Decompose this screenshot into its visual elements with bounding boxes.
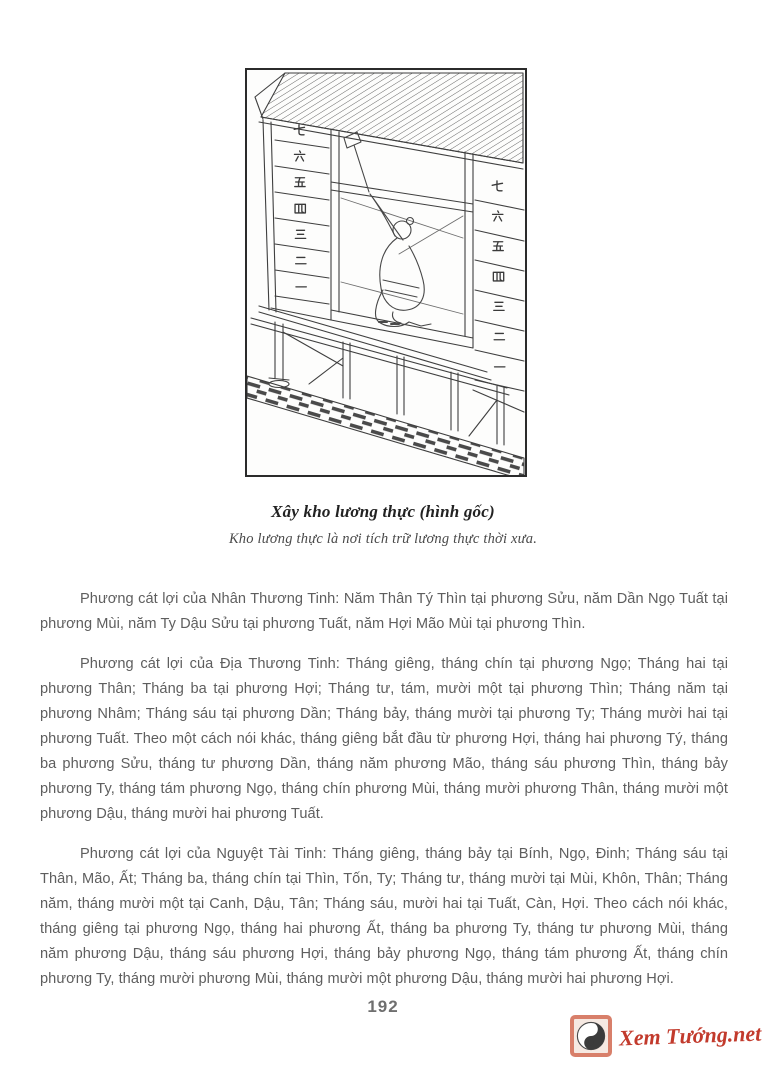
- paragraph-nhan-thuong-tinh: Phương cát lợi của Nhân Thương Tinh: Năm Thân Tý Thìn tại phương Sửu, năm Dần Ngọ Tuất tại phương Mùi, năm Ty Dậu Sửu tại phương Tuất, năm Hợi Mão Mùi tại phương Thìn.: [40, 591, 728, 632]
- yin-yang-icon: [576, 1021, 606, 1051]
- site-logo-watermark: [570, 1010, 761, 1062]
- body-text: [40, 587, 728, 1007]
- granary-illustration: [247, 70, 525, 475]
- figure-frame: [245, 68, 527, 477]
- worker-figure: [344, 132, 431, 327]
- paragraph-nguyet-tai-tinh: Phương cát lợi của Nguyệt Tài Tinh: Tháng giêng, tháng bảy tại Bính, Ngọ, Đinh; Tháng sáu tại Thân, Mão, Ất; Tháng ba, tháng chín tại Thìn, Tốn, Ty; Tháng tư, tháng mười tại Mùi, Khôn, Thân; Tháng năm, tháng mười một tại Canh, Dậu, Tân; Tháng sáu, mười hai tại Tuất, Càn, Hợi. Theo cách nói khác, tháng giêng tại phương Ngọ, tháng hai phương Ất, tháng ba phương Ty, tháng tư phương Mùi, tháng năm phương Dậu, tháng sáu phương Hợi, tháng bảy phương Ngọ, tháng tám phương Ất, tháng chín phương Ty, tháng mười phương Mùi, tháng mười một phương Dậu, tháng mười hai phương Hợi.: [40, 846, 728, 987]
- logo-text: Xem Tướng.net: [618, 1020, 762, 1051]
- brick-path: [247, 376, 524, 475]
- figure-subcaption: Kho lương thực là nơi tích trữ lương thực thời xưa.: [228, 531, 538, 547]
- page-number: 192: [367, 997, 399, 1016]
- left-wall-numerals: [294, 125, 306, 287]
- right-wall-numerals: [492, 181, 505, 367]
- figure-caption: Xây kho lương thực (hình gốc): [271, 502, 495, 521]
- logo-square: [570, 1015, 612, 1057]
- paragraph-dia-thuong-tinh: Phương cát lợi của Địa Thương Tinh: Tháng giêng, tháng chín tại phương Ngọ; Tháng hai tại phương Thân; Tháng ba tại phương Hợi; Tháng tư, tám, mười một tại phương Thìn; Tháng năm tại phương Nhâm; Tháng sáu tại phương Dần; Tháng bảy, tháng mười tại phương Ty; Tháng mười hai tại phương Tuất. Theo một cách nói khác, tháng giêng bắt đầu từ phương Hợi, tháng hai phương Tý, tháng ba phương Sửu, tháng tư phương Dần, tháng năm phương Mão, tháng sáu phương Thìn, tháng bảy phương Ty, tháng tám phương Ngọ, tháng chín phương Mùi, tháng mười phương Thân, tháng mười một phương Dậu, tháng mười hai phương Tuất.: [40, 656, 728, 822]
